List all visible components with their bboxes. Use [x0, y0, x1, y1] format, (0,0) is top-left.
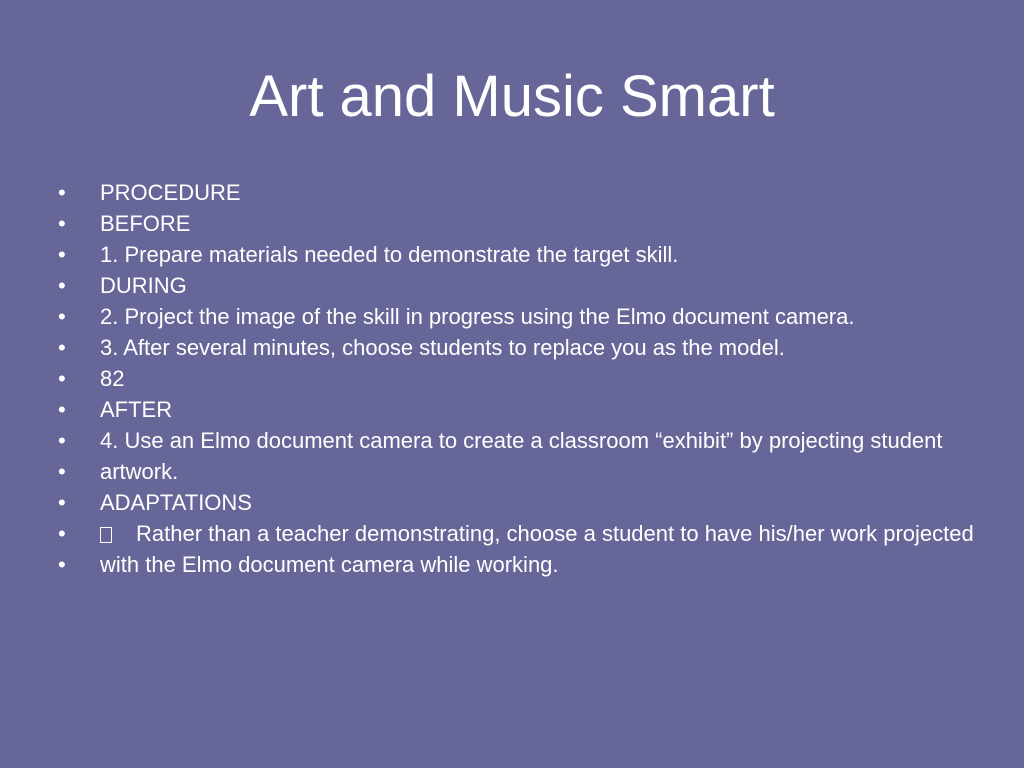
- bullet-icon: •: [58, 428, 66, 453]
- bullet-icon: •: [58, 211, 66, 236]
- bullet-item: [54, 490, 974, 515]
- bullet-text: artwork.: [100, 459, 179, 484]
- bullet-text: 2. Project the image of the skill in progress using the Elmo document camera.: [100, 304, 855, 329]
- bullet-icon: •: [58, 397, 66, 422]
- bullet-icon: •: [58, 459, 66, 484]
- bullet-icon: •: [58, 180, 66, 205]
- bullet-item: [54, 397, 974, 422]
- bullet-icon: •: [58, 273, 66, 298]
- bullet-icon: •: [58, 335, 66, 360]
- bullet-icon: •: [58, 490, 66, 515]
- bullet-item: [54, 521, 974, 546]
- bullet-item: [54, 335, 974, 360]
- bullet-text: BEFORE: [100, 211, 191, 236]
- missing-glyph-icon: [100, 527, 112, 543]
- bullet-item: [54, 552, 974, 577]
- bullet-text: ADAPTATIONS: [100, 490, 252, 515]
- bullet-item: [54, 180, 974, 205]
- bullet-icon: •: [58, 242, 66, 267]
- bullet-text: DURING: [100, 273, 187, 298]
- bullet-icon: •: [58, 304, 66, 329]
- bullet-item: [54, 211, 974, 236]
- bullet-item: [54, 428, 974, 453]
- bullet-text: AFTER: [100, 397, 173, 422]
- bullet-text: 1. Prepare materials needed to demonstrate the target skill.: [100, 242, 679, 267]
- bullet-text: Rather than a teacher demonstrating, choose a student to have his/her work projected: [136, 521, 974, 546]
- slide-title: Art and Music Smart: [249, 64, 775, 129]
- bullet-item: [54, 366, 974, 391]
- bullet-item: [54, 304, 974, 329]
- bullet-icon: •: [58, 552, 66, 577]
- bullet-text: 82: [100, 366, 125, 391]
- bullet-item: [54, 273, 974, 298]
- bullet-item: [54, 459, 974, 484]
- bullet-text: PROCEDURE: [100, 180, 241, 205]
- bullet-icon: •: [58, 521, 66, 546]
- bullet-text: with the Elmo document camera while working.: [100, 552, 559, 577]
- bullet-text: 4. Use an Elmo document camera to create a classroom “exhibit” by projecting student: [100, 428, 943, 453]
- bullet-icon: •: [58, 366, 66, 391]
- bullet-text: 3. After several minutes, choose students to replace you as the model.: [100, 335, 785, 360]
- bullet-list: [54, 180, 974, 583]
- bullet-item: [54, 242, 974, 267]
